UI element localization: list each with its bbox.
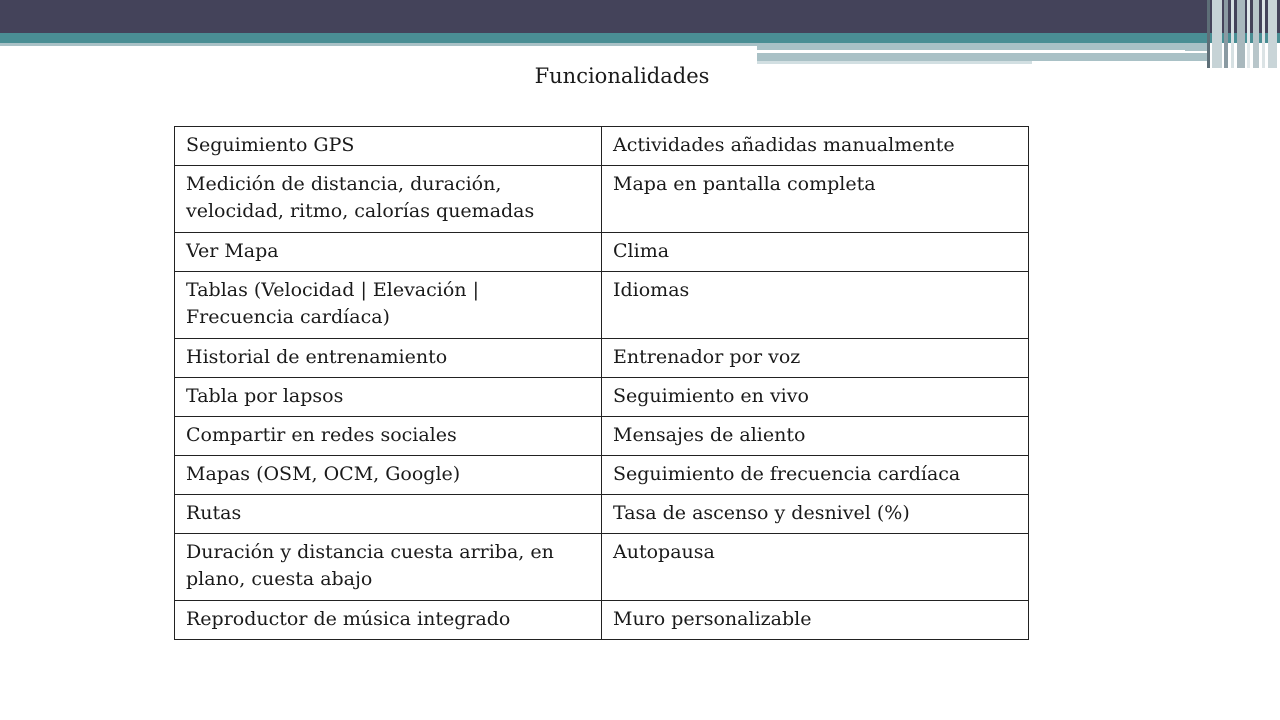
table-row bbox=[175, 601, 1029, 640]
header-band-light-lower bbox=[757, 53, 1207, 61]
table-row bbox=[175, 534, 1029, 601]
table-cell-right: Tasa de ascenso y desnivel (%) bbox=[602, 495, 1029, 534]
header-stripes bbox=[1207, 0, 1280, 68]
table-cell-right: Autopausa bbox=[602, 534, 1029, 601]
table-row bbox=[175, 378, 1029, 417]
table-row bbox=[175, 272, 1029, 339]
table-cell-left: Seguimiento GPS bbox=[175, 127, 602, 166]
table-cell-right: Mensajes de aliento bbox=[602, 417, 1029, 456]
header-band-teal bbox=[0, 33, 1280, 43]
table-cell-right: Idiomas bbox=[602, 272, 1029, 339]
header-band-white-line bbox=[757, 50, 1185, 52]
table-cell-left: Historial de entrenamiento bbox=[175, 339, 602, 378]
table-cell-left: Tabla por lapsos bbox=[175, 378, 602, 417]
table-cell-left: Medición de distancia, duración, velocidad, ritmo, calorías quemadas bbox=[175, 166, 602, 233]
table-cell-right: Seguimiento de frecuencia cardíaca bbox=[602, 456, 1029, 495]
table-row bbox=[175, 417, 1029, 456]
table-row bbox=[175, 233, 1029, 272]
table-cell-right: Seguimiento en vivo bbox=[602, 378, 1029, 417]
table-row bbox=[175, 127, 1029, 166]
table-row bbox=[175, 339, 1029, 378]
table-row bbox=[175, 456, 1029, 495]
table-cell-left: Reproductor de música integrado bbox=[175, 601, 602, 640]
slide-title: Funcionalidades bbox=[534, 64, 710, 88]
header-band-dark bbox=[0, 0, 1280, 33]
table-cell-left: Duración y distancia cuesta arriba, en plano, cuesta abajo bbox=[175, 534, 602, 601]
table-row bbox=[175, 166, 1029, 233]
header-band-light bbox=[0, 43, 757, 46]
table-row bbox=[175, 495, 1029, 534]
features-table bbox=[174, 126, 1029, 640]
table-cell-left: Rutas bbox=[175, 495, 602, 534]
table-cell-left: Compartir en redes sociales bbox=[175, 417, 602, 456]
table-cell-right: Entrenador por voz bbox=[602, 339, 1029, 378]
table-cell-right: Actividades añadidas manualmente bbox=[602, 127, 1029, 166]
table-cell-right: Muro personalizable bbox=[602, 601, 1029, 640]
table-cell-right: Mapa en pantalla completa bbox=[602, 166, 1029, 233]
table-cell-left: Mapas (OSM, OCM, Google) bbox=[175, 456, 602, 495]
table-cell-left: Tablas (Velocidad | Elevación | Frecuencia cardíaca) bbox=[175, 272, 602, 339]
table-cell-left: Ver Mapa bbox=[175, 233, 602, 272]
table-cell-right: Clima bbox=[602, 233, 1029, 272]
